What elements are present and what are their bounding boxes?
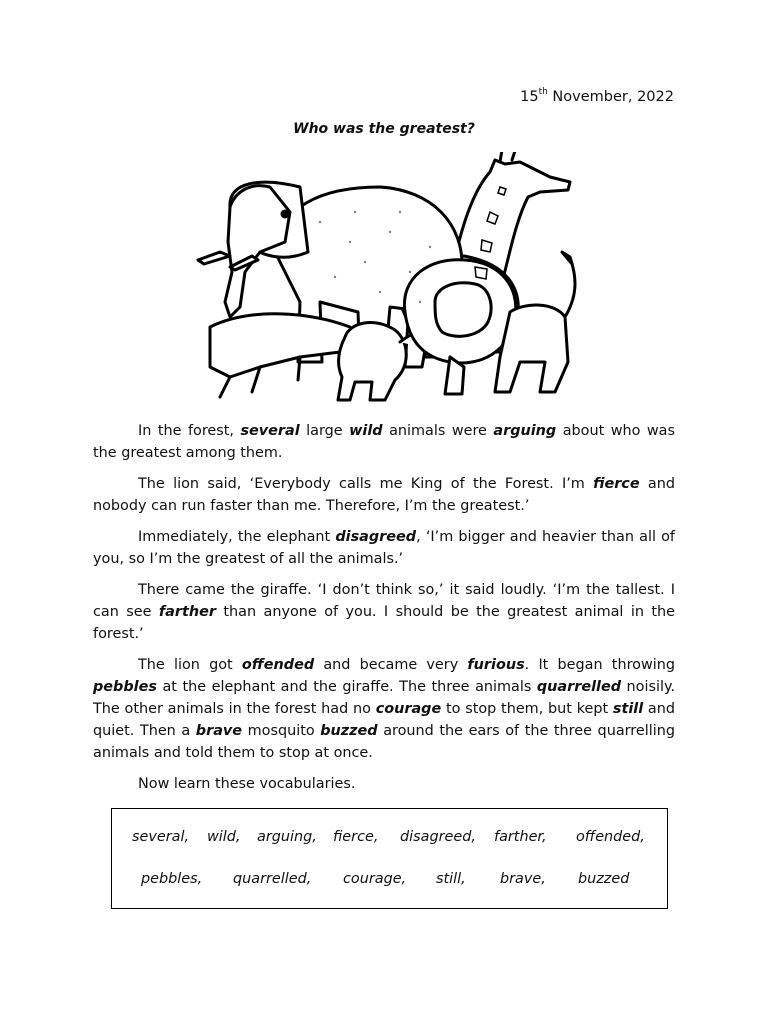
vocab-word: offended, xyxy=(576,829,645,845)
vocab-word: fierce, xyxy=(333,829,379,845)
vocab-word: courage, xyxy=(343,871,407,887)
paragraph-5: The lion got offended and became very furious. It began throwing pebbles at the elephant and the giraffe. The three animals quarrelled noisily. The other animals in the forest had no courage to stop them, but kept still and quiet. Then a brave mosquito buzzed around the ears of the three quarrelling animals and told them to stop at once. xyxy=(93,657,676,761)
vocab-word: buzzed xyxy=(578,871,630,887)
vocab-word: quarrelled, xyxy=(233,871,312,887)
story-text xyxy=(93,420,675,804)
vocab-word: still, xyxy=(436,871,466,887)
paragraph-1: In the forest, several large wild animals were arguing about who was the greatest among them. xyxy=(93,423,675,461)
vocab-word: arguing, xyxy=(257,829,317,845)
paragraph-6: Now learn these vocabularies. xyxy=(138,776,356,792)
paragraph-4: There came the giraffe. ‘I don’t think so,’ it said loudly. ‘I’m the tallest. I can see farther than anyone of you. I should be the greatest animal in the forest.’ xyxy=(93,582,675,642)
vocab-word: disagreed, xyxy=(400,829,476,845)
vocabulary-box xyxy=(111,808,668,909)
paragraph-2: The lion said, ‘Everybody calls me King of the Forest. I’m fierce and nobody can run faster than me. Therefore, I’m the greatest.’ xyxy=(93,476,676,514)
vocab-word: several, xyxy=(132,829,190,845)
animals-illustration xyxy=(190,152,582,402)
page-title: Who was the greatest? xyxy=(293,121,475,137)
vocab-word: pebbles, xyxy=(141,871,203,887)
paragraph-3: Immediately, the elephant disagreed, ‘I’m bigger and heavier than all of you, so I’m the greatest of all the animals.’ xyxy=(93,529,675,567)
vocab-word: brave, xyxy=(500,871,546,887)
vocab-word: wild, xyxy=(207,829,241,845)
vocab-word: farther, xyxy=(494,829,547,845)
date-line: 15th November, 2022 xyxy=(520,87,674,105)
